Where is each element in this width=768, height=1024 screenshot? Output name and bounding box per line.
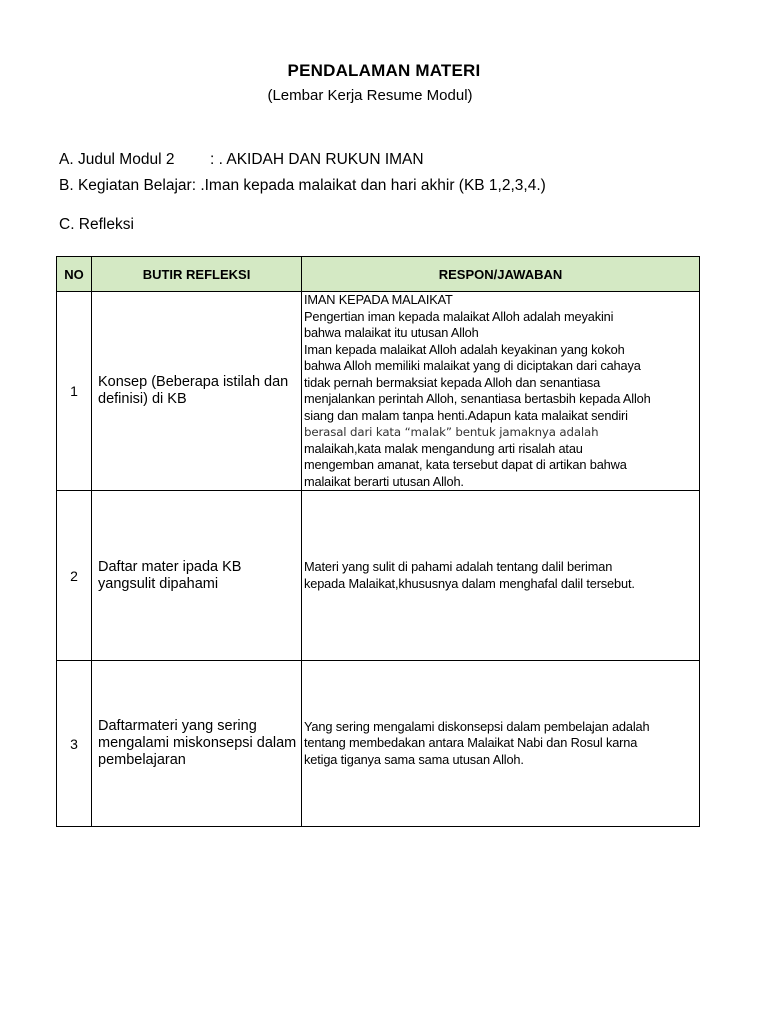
respon-line: mengemban amanat, kata tersebut dapat di artikan bahwa [304, 457, 627, 472]
meta-module-title [59, 151, 424, 169]
respon-line: malaikah,kata malak mengandung arti risalah atau [304, 440, 583, 456]
respon-line: berasal dari kata “malak” bentuk jamaknya adalah [304, 425, 599, 439]
respon-line: Iman kepada malaikat Alloh adalah keyakinan yang kokoh [304, 341, 625, 357]
meta-activity-label: B. Kegiatan Belajar [59, 177, 192, 194]
row-number: 3 [57, 661, 92, 827]
column-header-butir: BUTIR REFLEKSI [92, 257, 302, 292]
table-header-row [57, 257, 700, 292]
respon-line: IMAN KEPADA MALAIKAT [304, 292, 453, 307]
column-header-respon: RESPON/JAWABAN [302, 257, 700, 292]
meta-learning-activity [59, 177, 546, 195]
meta-module-value: : . AKIDAH DAN RUKUN IMAN [210, 151, 424, 168]
respon-text [304, 292, 695, 490]
respon-line: menjalankan perintah Alloh, senantiasa bertasbih kepada Alloh [304, 391, 651, 406]
meta-activity-value: : .Iman kepada malaikat dan hari akhir (KB 1,2,3,4.) [191, 177, 546, 194]
respon-text [304, 559, 695, 592]
respon-line: Yang sering mengalami diskonsepsi dalam pembelajan adalah [304, 718, 650, 734]
respon-line: tidak pernah bermaksiat kepada Alloh dan senantiasa [304, 374, 601, 390]
respon-line: Pengertian iman kepada malaikat Alloh adalah meyakini [304, 308, 614, 324]
respon-line: malaikat berarti utusan Alloh. [304, 473, 464, 489]
row-number: 1 [57, 292, 92, 491]
respon-line: Materi yang sulit di pahami adalah tentang dalil beriman [304, 559, 613, 574]
meta-reflection-label: C. Refleksi [59, 216, 134, 233]
row-number: 2 [57, 491, 92, 661]
reflection-table [56, 256, 700, 827]
page-title: PENDALAMAN MATERI [287, 61, 481, 80]
row-butir: Konsep (Beberapa istilah dan definisi) di KB [92, 292, 302, 491]
respon-line: bahwa Alloh memiliki malaikat yang di diciptakan dari cahaya [304, 358, 641, 373]
respon-line: ketiga tiganya sama sama utusan Alloh. [304, 751, 524, 767]
respon-line: kepada Malaikat,khususnya dalam menghafal dalil tersebut. [304, 575, 635, 591]
meta-module-label: A. Judul Modul 2 [59, 151, 175, 168]
respon-line: tentang membedakan antara Malaikat Nabi dan Rosul karna [304, 735, 638, 751]
row-butir: Daftar mater ipada KB yangsulit dipahami [92, 491, 302, 661]
row-butir: Daftarmateri yang sering mengalami miskonsepsi dalam pembelajaran [92, 661, 302, 827]
respon-text [304, 719, 695, 769]
row-respon [302, 661, 700, 827]
column-header-no: NO [57, 257, 92, 292]
page-subtitle: (Lembar Kerja Resume Modul) [267, 87, 473, 104]
respon-line: siang dan malam tanpa henti.Adapun kata malaikat sendiri [304, 407, 628, 423]
row-respon [302, 491, 700, 661]
meta-reflection-heading [59, 216, 134, 234]
table-row [57, 491, 700, 661]
respon-line: bahwa malaikat itu utusan Alloh [304, 325, 479, 340]
table-row [57, 661, 700, 827]
row-respon [302, 292, 700, 491]
table-row [57, 292, 700, 491]
